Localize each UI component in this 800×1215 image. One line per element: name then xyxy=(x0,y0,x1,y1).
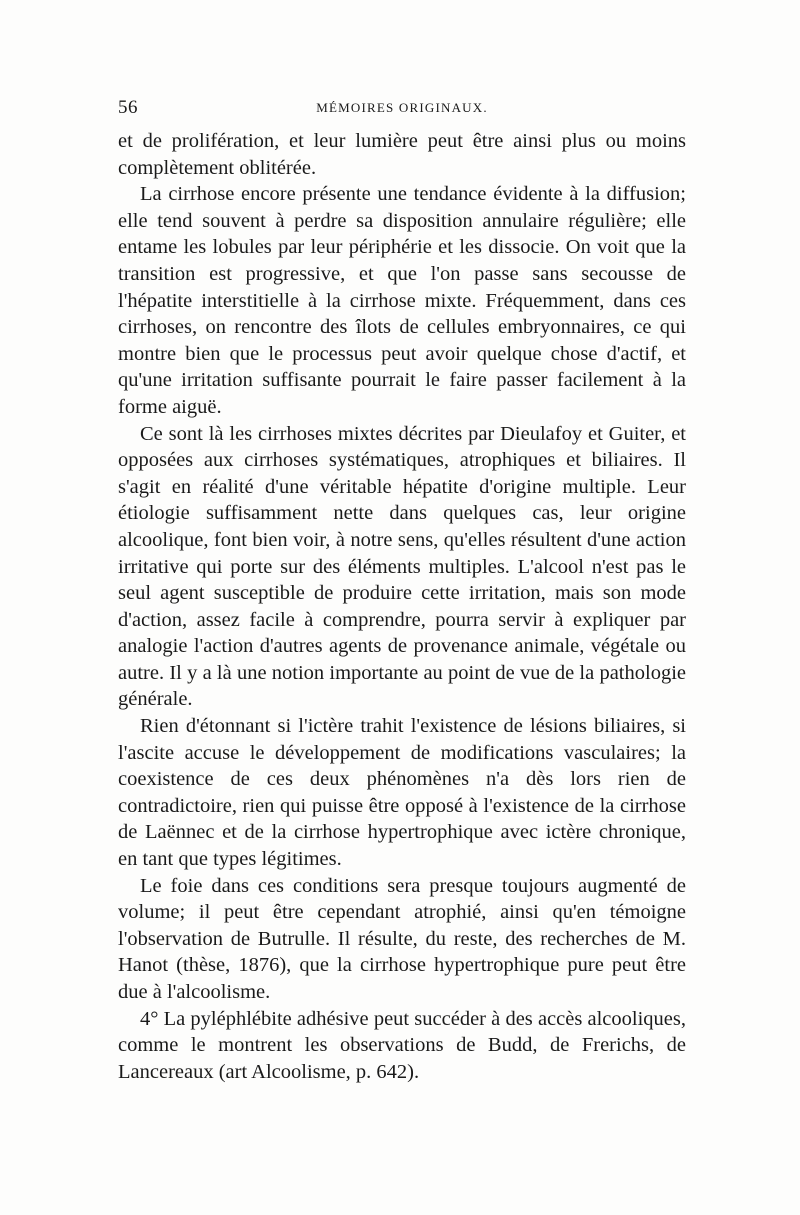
paragraph-pylephlebite: 4° La pyléphlébite adhésive peut succéder à des accès alcooliques, comme le montrent les observations de Budd, de Frerichs, de Lancereaux (art Alcoolisme, p. 642). xyxy=(118,1007,686,1083)
page-number: 56 xyxy=(118,97,138,118)
paragraph-cirrhose-diffusion: La cirrhose encore présente une tendance évidente à la diffusion; elle tend souvent à perdre sa disposition annulaire régulière; elle entame les lobules par leur périphérie et les dissocie. On voit que la transition est progressive, et que l'on passe sans secousse de l'hépatite interstitielle à la cirrhose mixte. Fréquemment, dans ces cirrhoses, on rencontre des îlots de cellules embryonnaires, ce qui montre bien que le processus peut avoir quelque chose d'actif, et qu'une irritation suffisante pourrait le faire passer facilement à la forme aiguë. xyxy=(118,183,686,418)
paragraph-foie-volume: Le foie dans ces conditions sera presque toujours augmenté de volume; il peut être cependant atrophié, ainsi qu'en témoigne l'observation de Butrulle. Il résulte, du reste, des recherches de M. Hanot (thèse, 1876), que la cirrhose hypertrophique pure peut être due à l'alcoolisme. xyxy=(118,874,686,1003)
paragraph-cirrhoses-mixtes: Ce sont là les cirrhoses mixtes décrites par Dieulafoy et Guiter, et opposées aux cirrhoses systématiques, atrophiques et biliaires. Il s'agit en réalité d'une véritable hépatite d'origine multiple. Leur étiologie suffisamment nette dans quelques cas, leur origine alcoolique, font bien voir, à notre sens, qu'elles résultent d'une action irritative qui porte sur des éléments multiples. L'alcool n'est pas le seul agent susceptible de produire cette irritation, mais son mode d'action, assez facile à comprendre, pourra servir à expliquer par analogie l'action d'autres agents de provenance animale, végétale ou autre. Il y a là une notion importante au point de vue de la pathologie générale. xyxy=(118,422,686,711)
running-head xyxy=(118,97,686,121)
running-header-title: MÉMOIRES ORIGINAUX. xyxy=(316,100,488,115)
body-text xyxy=(118,128,686,1085)
paragraph-continuation: et de prolifération, et leur lumière peut être ainsi plus ou moins complètement oblitérée. xyxy=(118,130,686,179)
paragraph-ictere-ascite: Rien d'étonnant si l'ictère trahit l'existence de lésions biliaires, si l'ascite accuse le développement de modifications vasculaires; la coexistence de ces deux phénomènes n'a dès lors rien de contradictoire, rien qui puisse être opposé à l'existence de la cirrhose de Laënnec et de la cirrhose hypertrophique avec ictère chronique, en tant que types légitimes. xyxy=(118,715,686,871)
